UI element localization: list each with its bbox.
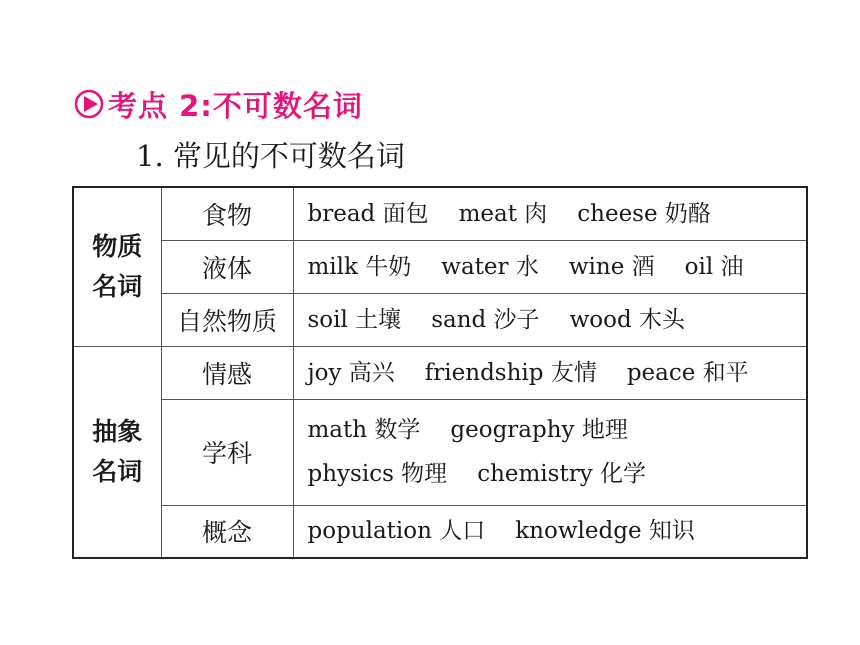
examples-line [308, 298, 807, 342]
word-entry: friendship 友情 [424, 359, 597, 386]
examples-line [308, 192, 807, 236]
word-entry: bread 面包 [307, 200, 429, 227]
play-circle-icon [74, 89, 104, 119]
word-entry: sand 沙子 [431, 306, 540, 333]
table-row [73, 240, 807, 293]
category-cell: 情感 [161, 346, 293, 399]
section-heading-label: 考点 2:不可数名词 [108, 88, 363, 123]
group-name-line: 抽象 [92, 416, 143, 446]
word-entry: math 数学 [307, 417, 421, 443]
subheading: 1. 常见的不可数名词 [136, 139, 405, 173]
table-row [73, 293, 807, 346]
category-cell: 液体 [161, 240, 293, 293]
examples-cell [293, 505, 807, 558]
group-name-cell [73, 187, 161, 346]
category-cell: 学科 [161, 399, 293, 505]
examples-cell [293, 187, 807, 240]
group-name-line: 物质 [92, 231, 143, 261]
word-entry: cheese 奶酪 [577, 200, 711, 227]
group-name-line: 名词 [92, 271, 143, 301]
table-row [73, 399, 807, 505]
examples-line [308, 351, 807, 395]
word-entry: oil 油 [684, 253, 744, 280]
examples-cell [293, 293, 807, 346]
group-name-cell [73, 346, 161, 558]
examples-line [308, 452, 807, 496]
examples-line [308, 509, 807, 553]
examples-cell [293, 240, 807, 293]
section-heading [74, 84, 363, 124]
word-entry: geography 地理 [450, 417, 628, 443]
examples-cell [293, 399, 807, 505]
word-entry: chemistry 化学 [477, 461, 647, 487]
word-entry: physics 物理 [307, 461, 448, 487]
table-row [73, 346, 807, 399]
examples-cell [293, 346, 807, 399]
examples-line [308, 408, 807, 452]
vocabulary-table [72, 186, 808, 559]
group-name-line: 名词 [92, 456, 143, 486]
table-row [73, 187, 807, 240]
category-cell: 自然物质 [161, 293, 293, 346]
word-entry: soil 土壤 [307, 306, 402, 333]
word-entry: milk 牛奶 [307, 253, 412, 280]
word-entry: wine 酒 [568, 253, 655, 280]
examples-line [308, 245, 807, 289]
table-row [73, 505, 807, 558]
category-cell: 概念 [161, 505, 293, 558]
word-entry: population 人口 [307, 518, 486, 545]
word-entry: joy 高兴 [307, 359, 395, 386]
category-cell: 食物 [161, 187, 293, 240]
word-entry: peace 和平 [626, 359, 749, 386]
word-entry: wood 木头 [569, 306, 685, 333]
word-entry: meat 肉 [458, 200, 548, 227]
word-entry: water 水 [441, 253, 539, 280]
word-entry: knowledge 知识 [515, 518, 695, 545]
